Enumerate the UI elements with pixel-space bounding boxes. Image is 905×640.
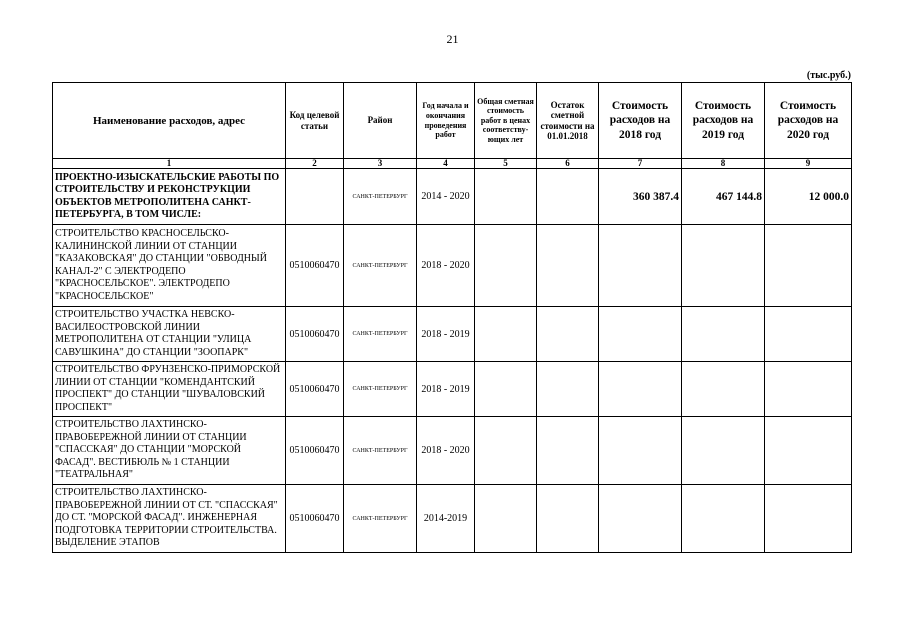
remainder <box>537 417 599 485</box>
column-number: 2 <box>286 159 344 169</box>
total-cost <box>475 225 537 307</box>
cost-2019 <box>682 225 765 307</box>
district: САНКТ-ПЕТЕРБУРГ <box>344 362 417 417</box>
header-remainder: Остаток сметной стоимости на 01.01.2018 <box>537 83 599 159</box>
column-number: 7 <box>599 159 682 169</box>
remainder <box>537 485 599 553</box>
header-district: Район <box>344 83 417 159</box>
target-code: 0510060470 <box>286 485 344 553</box>
unit-note: (тыс.руб.) <box>806 70 851 81</box>
remainder <box>537 307 599 362</box>
cost-2020 <box>765 307 852 362</box>
target-code: 0510060470 <box>286 307 344 362</box>
table-row <box>53 485 852 553</box>
header-period: Год начала и окончания проведения работ <box>417 83 475 159</box>
expense-name: СТРОИТЕЛЬСТВО ЛАХТИНСКО-ПРАВОБЕРЕЖНОЙ ЛИНИИ ОТ СТ. "СПАССКАЯ" ДО СТ. "МОРСКОЙ ФАСАД". ИНЖЕНЕРНАЯ ПОДГОТОВКА ТЕРРИТОРИИ СТРОИТЕЛЬСТВА. ВЫДЕЛЕНИЕ ЭТАПОВ <box>53 485 286 553</box>
header-cost-2019: Стоимость расходов на 2019 год <box>682 83 765 159</box>
total-cost <box>475 307 537 362</box>
remainder <box>537 225 599 307</box>
cost-2018 <box>599 362 682 417</box>
remainder <box>537 169 599 225</box>
column-number: 9 <box>765 159 852 169</box>
cost-2019: 467 144.8 <box>682 169 765 225</box>
target-code <box>286 169 344 225</box>
expense-name: СТРОИТЕЛЬСТВО КРАСНОСЕЛЬСКО-КАЛИНИНСКОЙ ЛИНИИ ОТ СТАНЦИИ "КАЗАКОВСКАЯ" ДО СТАНЦИИ "ОБВОДНЫЙ КАНАЛ-2" С ЭЛЕКТРОДЕПО "КРАСНОСЕЛЬСКОЕ". ЭЛЕКТРОДЕПО "КРАСНОСЕЛЬСКОЕ" <box>53 225 286 307</box>
work-period: 2018 - 2019 <box>417 307 475 362</box>
budget-table <box>52 82 852 553</box>
cost-2018 <box>599 485 682 553</box>
cost-2018 <box>599 307 682 362</box>
expense-name: СТРОИТЕЛЬСТВО УЧАСТКА НЕВСКО-ВАСИЛЕОСТРОВСКОЙ ЛИНИИ МЕТРОПОЛИТЕНА ОТ СТАНЦИИ "УЛИЦА САВУШКИНА" ДО СТАНЦИИ "ЗООПАРК" <box>53 307 286 362</box>
target-code: 0510060470 <box>286 417 344 485</box>
cost-2020 <box>765 417 852 485</box>
expense-name: ПРОЕКТНО-ИЗЫСКАТЕЛЬСКИЕ РАБОТЫ ПО СТРОИТЕЛЬСТВУ И РЕКОНСТРУКЦИИ ОБЪЕКТОВ МЕТРОПОЛИТЕНА САНКТ-ПЕТЕРБУРГА, В ТОМ ЧИСЛЕ: <box>53 169 286 225</box>
district: САНКТ-ПЕТЕРБУРГ <box>344 485 417 553</box>
header-total-cost: Общая сметная стоимость работ в ценах соответству-ющих лет <box>475 83 537 159</box>
column-number: 1 <box>53 159 286 169</box>
total-cost <box>475 485 537 553</box>
cost-2020 <box>765 225 852 307</box>
total-cost <box>475 417 537 485</box>
cost-2020: 12 000.0 <box>765 169 852 225</box>
district: САНКТ-ПЕТЕРБУРГ <box>344 169 417 225</box>
column-number: 6 <box>537 159 599 169</box>
table-row <box>53 307 852 362</box>
district: САНКТ-ПЕТЕРБУРГ <box>344 225 417 307</box>
expense-name: СТРОИТЕЛЬСТВО ФРУНЗЕНСКО-ПРИМОРСКОЙ ЛИНИИ ОТ СТАНЦИИ "КОМЕНДАНТСКИЙ ПРОСПЕКТ" ДО СТАНЦИИ "ШУВАЛОВСКИЙ ПРОСПЕКТ" <box>53 362 286 417</box>
cost-2018 <box>599 225 682 307</box>
header-row <box>53 83 852 159</box>
cost-2018: 360 387.4 <box>599 169 682 225</box>
district: САНКТ-ПЕТЕРБУРГ <box>344 307 417 362</box>
cost-2019 <box>682 362 765 417</box>
header-name: Наименование расходов, адрес <box>53 83 286 159</box>
header-cost-2018: Стоимость расходов на 2018 год <box>599 83 682 159</box>
column-number: 4 <box>417 159 475 169</box>
cost-2020 <box>765 485 852 553</box>
column-number-row <box>53 159 852 169</box>
cost-2019 <box>682 417 765 485</box>
work-period: 2014 - 2020 <box>417 169 475 225</box>
cost-2020 <box>765 362 852 417</box>
table-row <box>53 225 852 307</box>
column-number: 3 <box>344 159 417 169</box>
cost-2019 <box>682 307 765 362</box>
cost-2019 <box>682 485 765 553</box>
header-code: Код целевой статьи <box>286 83 344 159</box>
total-cost <box>475 169 537 225</box>
page-number: 21 <box>446 32 459 46</box>
work-period: 2018 - 2019 <box>417 362 475 417</box>
header-cost-2020: Стоимость расходов на 2020 год <box>765 83 852 159</box>
work-period: 2014-2019 <box>417 485 475 553</box>
district: САНКТ-ПЕТЕРБУРГ <box>344 417 417 485</box>
table-row <box>53 417 852 485</box>
remainder <box>537 362 599 417</box>
total-cost <box>475 362 537 417</box>
work-period: 2018 - 2020 <box>417 417 475 485</box>
target-code: 0510060470 <box>286 225 344 307</box>
cost-2018 <box>599 417 682 485</box>
expense-name: СТРОИТЕЛЬСТВО ЛАХТИНСКО-ПРАВОБЕРЕЖНОЙ ЛИНИИ ОТ СТАНЦИИ "СПАССКАЯ" ДО СТАНЦИИ "МОРСКОЙ ФАСАД". ВЕСТИБЮЛЬ № 1 СТАНЦИИ "ТЕАТРАЛЬНАЯ" <box>53 417 286 485</box>
table-row <box>53 362 852 417</box>
column-number: 8 <box>682 159 765 169</box>
target-code: 0510060470 <box>286 362 344 417</box>
column-number: 5 <box>475 159 537 169</box>
work-period: 2018 - 2020 <box>417 225 475 307</box>
table-row-summary <box>53 169 852 225</box>
